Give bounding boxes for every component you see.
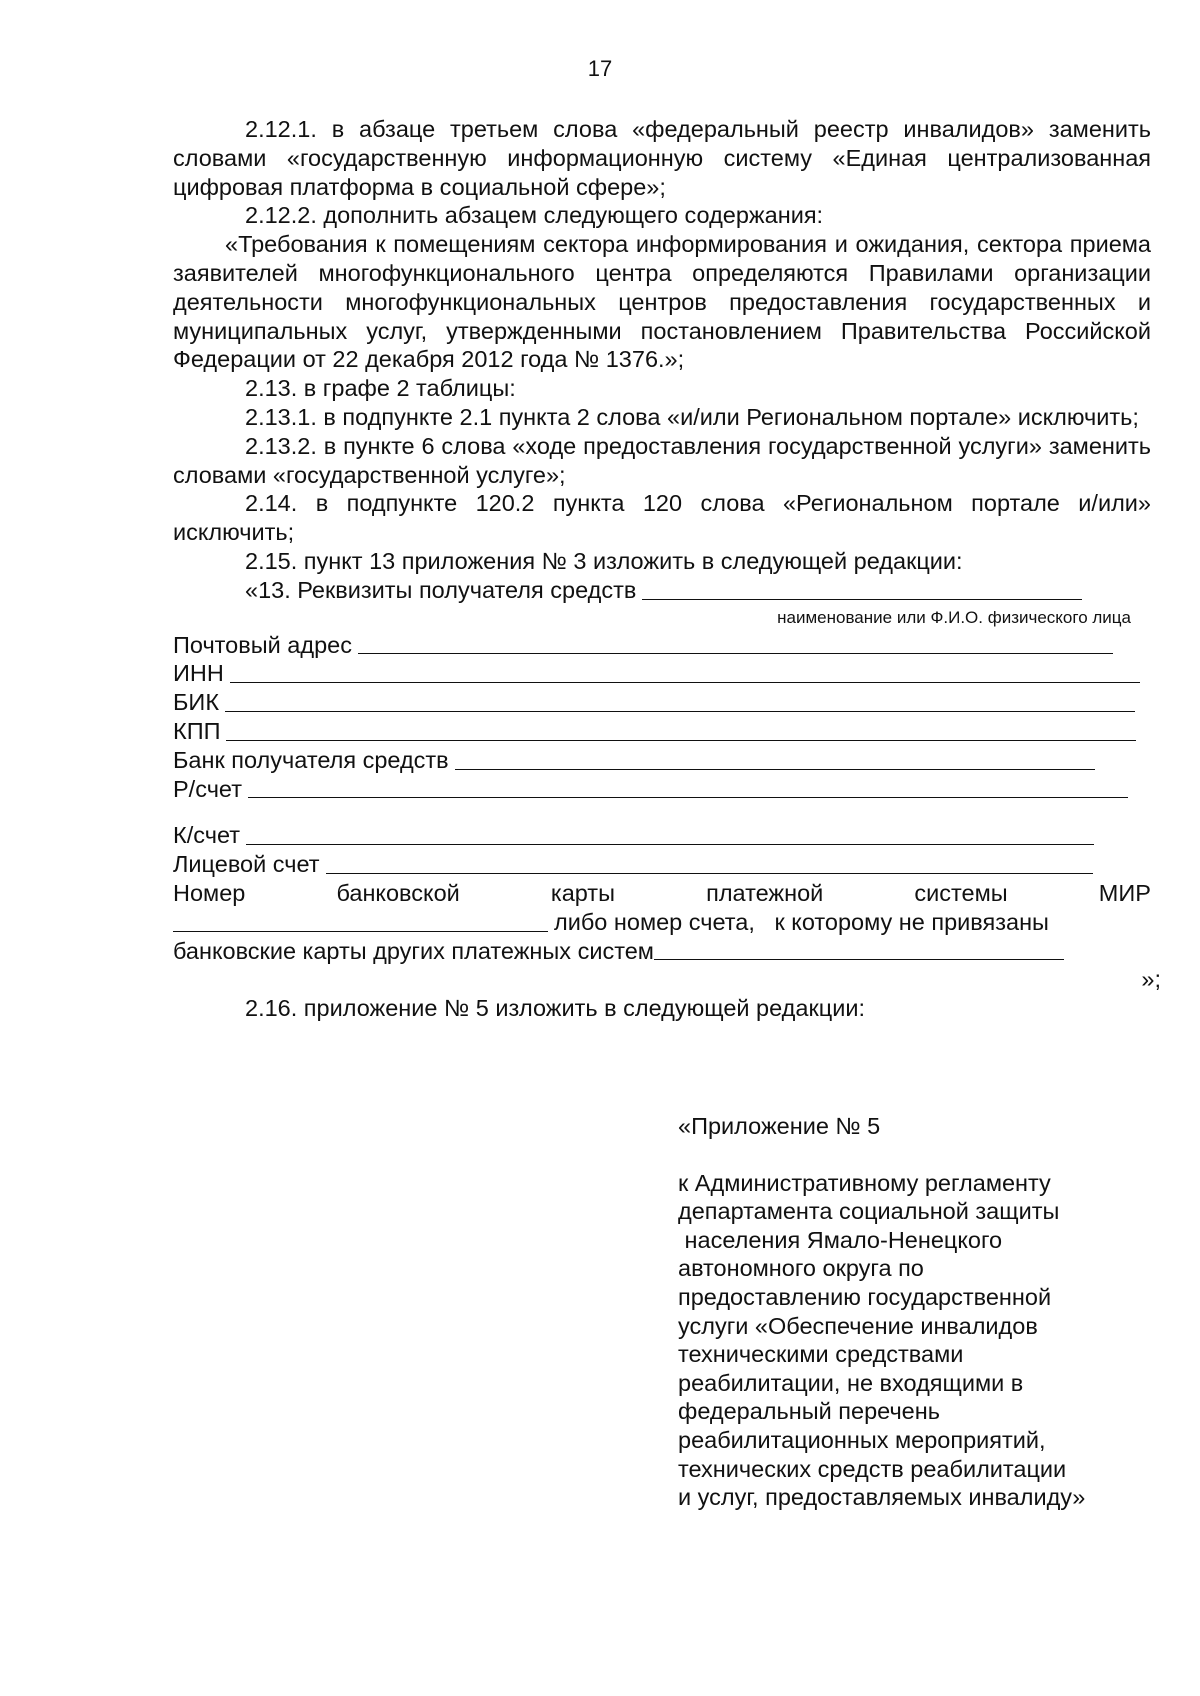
text-line: централизованная цифровая платформа в социальной сфере»; [173,144,1152,200]
quoted-requirement-paragraph [173,230,1151,374]
appendix-line: населения Ямало-Ненецкого [678,1226,1003,1253]
kpp-blank[interactable] [226,718,1136,741]
closing-quote: »; [1141,966,1161,993]
settlement-account-row [173,775,1151,804]
mir-card-word: системы [914,879,1008,906]
postal-address-blank[interactable] [358,631,1113,654]
recipient-name-row [173,576,1151,605]
appendix-line: техническими средствами [678,1341,964,1368]
recipient-name-label: «13. Реквизиты получателя средств [245,576,637,603]
text-line: исключить; [173,519,295,546]
inn-label: ИНН [173,660,224,687]
other-cards-label: банковские карты других платежных систем [173,937,654,964]
text-line: 2.13.2. в пункте 6 слова «ходе предоставления государственной услуги» [245,432,1042,459]
text-line: заменить словами «государственной услуге»; [173,432,1151,488]
appendix-line: и услуг, предоставляемых инвалиду» [678,1484,1086,1511]
account-alternative-text: либо номер счета, к которому не привязаны [554,908,1049,935]
appendix-line: департамента социальной защиты [678,1198,1060,1225]
recipient-name-caption: наименование или Ф.И.О. физического лица [777,607,1131,627]
paragraph-2-12-1 [173,115,1151,201]
text-line: 2.14. в подпункте 120.2 пункта 120 слова «Региональном портале и/или» [245,490,1151,517]
personal-account-blank[interactable] [326,851,1093,874]
paragraph-2-16: 2.16. приложение № 5 изложить в следующей редакции: [245,995,865,1022]
correspondent-account-row [173,821,1151,850]
mir-card-word: платежной [706,879,824,906]
mir-card-word: Номер [173,879,246,906]
text-line: исключить; [1017,403,1139,430]
document-body [173,115,1161,1023]
text-line: года № 1376.»; [520,346,685,373]
recipient-name-blank[interactable] [642,577,1082,600]
personal-account-row [173,850,1151,879]
text-line: предоставления государственных и муниципальных услуг, утвержденными [173,288,1152,344]
mir-card-row [173,879,1151,908]
mir-card-line-3 [173,937,1151,966]
account-number-blank[interactable] [654,937,1064,960]
appendix-line: к Административному регламенту [678,1169,1051,1196]
mir-card-line-2 [173,908,1151,937]
appendix-line: технических средств реабилитации [678,1455,1067,1482]
appendix-title: «Приложение № 5 [678,1113,881,1139]
bik-blank[interactable] [225,689,1135,712]
paragraph-2-13-2 [173,432,1151,490]
text-line: сектора приема заявителей многофункционального центра определяются [173,231,1151,286]
spacer [173,803,1151,821]
text-line: заменить словами «государственную информационную систему «Единая [173,116,1151,171]
settlement-account-label: Р/счет [173,775,242,802]
postal-address-row [173,631,1151,660]
bank-label: Банк получателя средств [173,746,449,773]
bik-row [173,688,1151,717]
text-line: 2.13.1. в подпункте 2.1 пункта 2 слова «и/или Региональном портале» [245,403,1012,430]
paragraph-2-13: 2.13. в графе 2 таблицы: [245,375,516,402]
appendix-line: федеральный перечень [678,1398,940,1425]
correspondent-account-label: К/счет [173,822,241,849]
text-line: Правилами организации деятельности многофункциональных центров [173,259,1151,315]
paragraph-2-15: 2.15. пункт 13 приложения № 3 изложить в следующей редакции: [245,547,963,574]
bik-label: БИК [173,689,220,716]
inn-row [173,659,1151,688]
paragraph-2-14 [173,489,1151,547]
inn-blank[interactable] [230,660,1140,683]
appendix-line: реабилитации, не входящими в [678,1369,1024,1396]
bank-blank[interactable] [455,747,1095,770]
settlement-account-blank[interactable] [248,775,1128,798]
appendix-heading-block [678,1112,1158,1512]
kpp-label: КПП [173,717,221,744]
mir-card-blank[interactable] [173,909,548,932]
paragraph-2-13-1 [173,403,1151,432]
correspondent-account-blank[interactable] [246,822,1094,845]
appendix-line: реабилитационных мероприятий, [678,1426,1046,1453]
page-number: 17 [587,56,613,81]
mir-card-word: МИР [1098,879,1151,906]
text-line: 2.12.1. в абзаце третьем слова «федеральный реестр инвалидов» [245,116,1034,142]
appendix-description [678,1169,1158,1512]
personal-account-label: Лицевой счет [173,851,320,878]
appendix-line: услуги «Обеспечение инвалидов [678,1312,1038,1339]
recipient-details-form [173,576,1161,994]
mir-card-word: карты [550,879,615,906]
appendix-line: предоставлению государственной [678,1283,1052,1310]
text-line: постановлением Правительства Российской Федерации от 22 декабря 2012 [173,317,1152,373]
kpp-row [173,717,1151,746]
postal-address-label: Почтовый адрес [173,631,352,658]
text-line: «Требования к помещениям сектора информирования и ожидания, [225,231,970,258]
paragraph-2-12-2: 2.12.2. дополнить абзацем следующего содержания: [245,202,824,229]
bank-row [173,746,1151,775]
appendix-line: автономного округа по [678,1255,924,1282]
mir-card-word: банковской [336,879,460,906]
